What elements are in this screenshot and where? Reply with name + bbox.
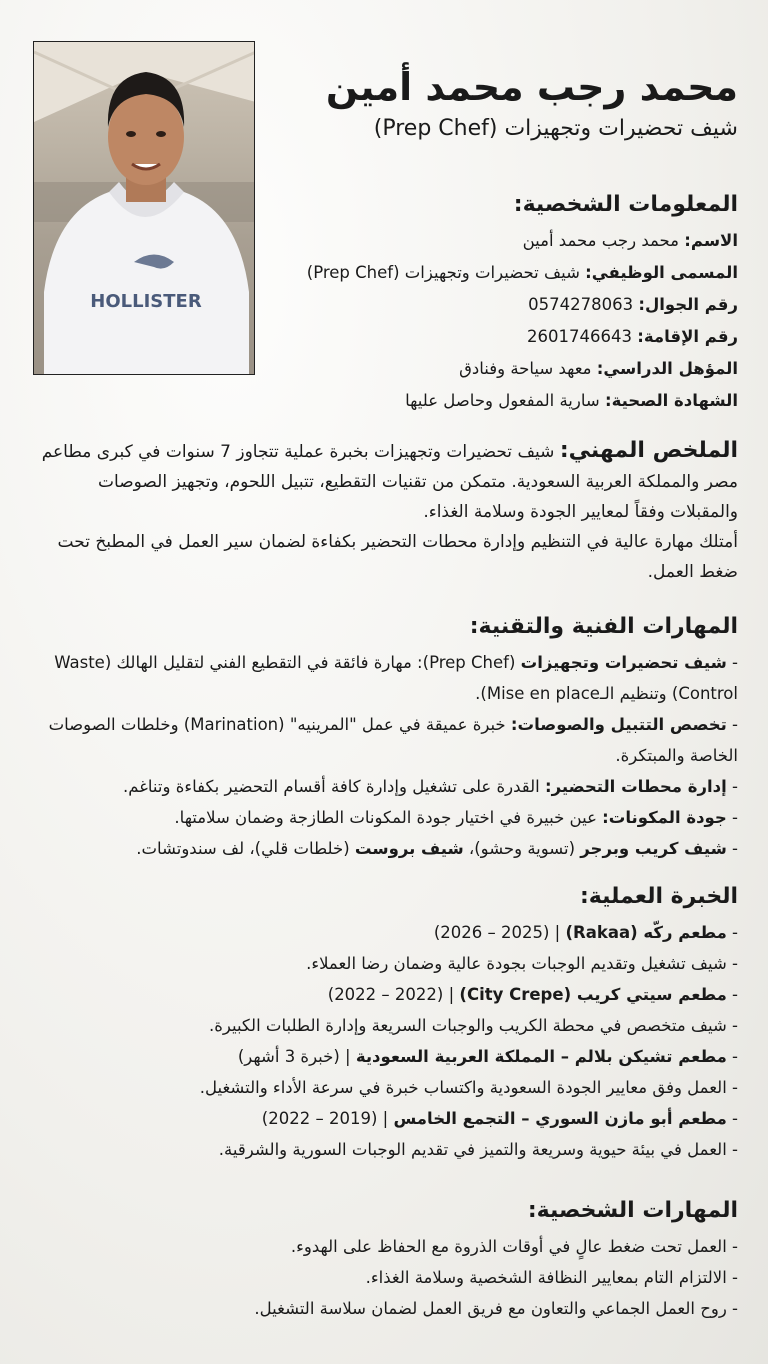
skill-name: تخصص التتبيل والصوصات: [510,715,727,734]
candidate-title: شيف تحضيرات وتجهيزات (Prep Chef) [373,115,738,141]
profile-photo-illustration [34,42,255,375]
bullet-dash: - [726,839,738,858]
personal-info-row [240,353,738,385]
summary-paragraph [30,436,738,527]
summary-section [30,436,738,587]
personal-info-label: الشهادة الصحية: [604,391,738,410]
experience-text: شيف تشغيل وتقديم الوجبات بجودة عالية وضمان رضا العملاء. [306,954,727,973]
experience-description [30,1010,738,1041]
summary-paragraph-2: أمتلك مهارة عالية في التنظيم وإدارة محطات التحضير بكفاءة لضمان سير العمل في المطبخ تحت ضغط العمل. [57,532,738,582]
employer-name: مطعم ركّه (Rakaa) [565,923,727,942]
personal-info-row [240,257,738,289]
skill-description: عين خبيرة في اختيار جودة المكونات الطازجة وضمان سلامتها. [174,808,603,827]
experience-description [30,1072,738,1103]
skill-name: إدارة محطات التحضير: [544,777,727,796]
personal-info-row [240,385,738,417]
candidate-name: محمد رجب محمد أمين [325,65,738,109]
soft-skills-heading: المهارات الشخصية: [527,1198,738,1223]
personal-info-row [240,225,738,257]
personal-info-value: معهد سياحة وفنادق [459,359,592,378]
skill-name: شيف تحضيرات وتجهيزات [520,653,727,672]
skill-name-2: شيف بروست [354,839,464,858]
personal-info-heading: المعلومات الشخصية: [513,192,738,217]
employer-name: مطعم أبو مازن السوري – التجمع الخامس [393,1109,727,1128]
personal-info-label: المؤهل الدراسي: [596,359,738,378]
soft-skills-list [30,1231,738,1324]
technical-skills-heading: المهارات الفنية والتقنية: [469,614,738,639]
bullet-dash: - [726,923,738,942]
personal-info-section [240,192,738,417]
skill-name: شيف كريب وبرجر [580,839,727,858]
bullet-dash: - [726,777,738,796]
shirt-logo-text: HOLLISTER [90,291,202,312]
experience-text: | (خبرة 3 أشهر) [237,1047,356,1066]
personal-info-label: الاسم: [684,231,738,250]
experience-description [30,948,738,979]
experience-employer [30,979,738,1010]
bullet-dash: - [726,808,738,827]
bullet-dash: - [726,1140,738,1159]
bullet-dash: - [726,954,738,973]
experience-text: | (2022 – 2022) [327,985,460,1004]
experience-employer [30,917,738,948]
bullet-dash: - [726,1047,738,1066]
bullet-dash: - [726,653,738,672]
bullet-dash: - [726,985,738,1004]
experience-text: | (2026 – 2025) [433,923,566,942]
experience-employer [30,1041,738,1072]
personal-info-label: المسمى الوظيفي: [585,263,738,282]
technical-skill-item [30,833,738,864]
soft-skill-item: - العمل تحت ضغط عالٍ في أوقات الذروة مع الحفاظ على الهدوء. [290,1237,738,1256]
bullet-dash: - [726,1109,738,1128]
experience-text: العمل وفق معايير الجودة السعودية واكتساب خبرة في سرعة الأداء والتشغيل. [199,1078,727,1097]
personal-info-value: محمد رجب محمد أمين [522,231,680,250]
experience-heading: الخبرة العملية: [579,884,738,909]
personal-info-value: 0574278063 [528,295,634,314]
soft-skills-section [30,1198,738,1324]
personal-info-value: سارية المفعول وحاصل عليها [405,391,600,410]
summary-text: شيف تحضيرات وتجهيزات بخبرة عملية تتجاوز 7 سنوات في كبرى مطاعم مصر والمملكة العربية السعودية. متمكن من تقنيات التقطيع، تتبيل اللحوم، وتجهيز الصوصات والمقبلات وفقاً لمعايير الجودة وسلامة الغذاء. [41,442,738,522]
experience-section [30,884,738,1165]
summary-label: الملخص المهني: [559,438,738,463]
profile-photo [33,41,255,375]
technical-skill-item [30,647,738,709]
bullet-dash: - [726,1016,738,1035]
personal-info-label: رقم الإقامة: [637,327,738,346]
personal-info-list [240,225,738,417]
experience-text: العمل في بيئة حيوية وسريعة والتميز في تقديم الوجبات السورية والشرقية. [218,1140,727,1159]
experience-text: | (2019 – 2022) [261,1109,394,1128]
technical-skills-section [30,614,738,864]
personal-info-value: شيف تحضيرات وتجهيزات (Prep Chef) [306,263,580,282]
personal-info-label: رقم الجوال: [638,295,738,314]
skill-description: (تسوية وحشو)، [463,839,581,858]
technical-skill-item [30,802,738,833]
skill-name: جودة المكونات: [602,808,727,827]
employer-name: مطعم تشيكن بلالم – المملكة العربية السعودية [355,1047,727,1066]
soft-skill-item: - روح العمل الجماعي والتعاون مع فريق العمل لضمان سلاسة التشغيل. [254,1299,738,1318]
technical-skill-item [30,771,738,802]
experience-list [30,917,738,1165]
bullet-dash: - [726,1078,738,1097]
personal-info-value: 2601746643 [527,327,632,346]
technical-skill-item [30,709,738,771]
experience-description [30,1134,738,1165]
skill-description: (Prep Chef): مهارة فائقة في التقطيع الفني لتقليل الهالك (Waste Control) وتنظيم الـMise en place). [54,653,738,703]
skill-description: خبرة عميقة في عمل "المرينيه" (Marination) وخلطات الصوصات الخاصة والمبتكرة. [48,715,738,765]
skill-description: القدرة على تشغيل وإدارة كافة أقسام التحضير بكفاءة وتناغم. [123,777,545,796]
experience-employer [30,1103,738,1134]
experience-text: شيف متخصص في محطة الكريب والوجبات السريعة وإدارة الطلبات الكبيرة. [208,1016,727,1035]
employer-name: مطعم سيتي كريب (City Crepe) [459,985,727,1004]
bullet-dash: - [726,715,738,734]
skill-description-2: (خلطات قلي)، لف سندوتشات. [136,839,355,858]
resume-header [270,66,738,141]
technical-skills-list [30,647,738,864]
personal-info-row [240,289,738,321]
soft-skill-item: - الالتزام التام بمعايير النظافة الشخصية وسلامة الغذاء. [365,1268,738,1287]
personal-info-row [240,321,738,353]
